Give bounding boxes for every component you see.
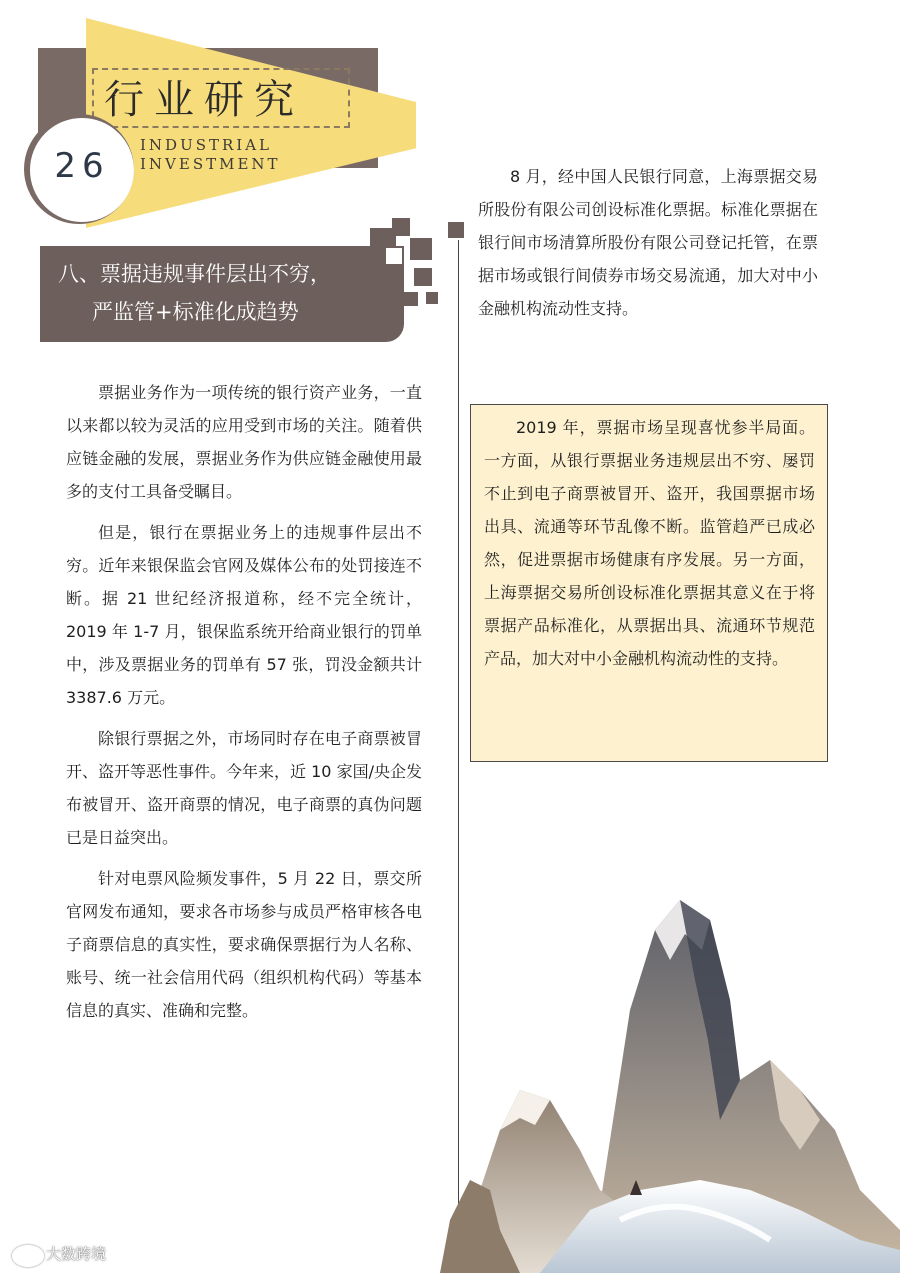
left-column <box>66 376 422 1027</box>
section-heading-line-2: 严监管+标准化成趋势 <box>92 300 299 324</box>
deco-square <box>392 218 410 236</box>
paragraph: 2019 年，票据市场呈现喜忧参半局面。一方面，从银行票据业务违规层出不穷、屡罚不止到电子商票被冒开、盗开，我国票据市场出具、流通等环节乱像不断。监管趋严已成必然，促进票据市场健康有序发展。另一方面，上海票据交易所创设标准化票据其意义在于将票据产品标准化，从票据出具、流通环节规范产品，加大对中小金融机构流动性的支持。 <box>484 418 815 668</box>
section-heading-line-1: 八、票据违规事件层出不穷， <box>58 262 331 286</box>
subtitle-line-2: INVESTMENT <box>140 155 281 173</box>
paragraph: 8 月，经中国人民银行同意，上海票据交易所股份有限公司创设标准化票据。标准化票据在银行间市场清算所股份有限公司登记托管，在票据市场或银行间债券市场交易流通，加大对中小金融机构流动性支持。 <box>478 167 818 318</box>
section-title: 行业研究 <box>104 77 304 123</box>
paragraph: 票据业务作为一项传统的银行资产业务，一直以来都以较为灵活的应用受到市场的关注。随着供应链金融的发展，票据业务作为供应链金融使用最多的支付工具备受瞩目。 <box>66 383 422 501</box>
deco-square <box>404 292 418 306</box>
right-column <box>478 160 818 325</box>
page-number: 26 <box>54 146 110 186</box>
summary-note-box <box>470 404 828 762</box>
section-subtitle <box>140 136 340 174</box>
deco-square <box>386 248 402 264</box>
watermark: 大数跨境 <box>46 1245 107 1263</box>
mountain-illustration <box>440 890 900 1273</box>
deco-square <box>414 268 432 286</box>
subtitle-line-1: INDUSTRIAL <box>140 136 273 154</box>
deco-square <box>448 222 464 238</box>
deco-square <box>410 238 432 260</box>
section-heading <box>40 246 404 342</box>
paragraph: 针对电票风险频发事件，5 月 22 日，票交所官网发布通知，要求各市场参与成员严格审核各电子商票信息的真实性，要求确保票据行为人名称、账号、统一社会信用代码（组织机构代码）等基本信息的真实、准确和完整。 <box>66 869 422 1020</box>
paragraph: 除银行票据之外，市场同时存在电子商票被冒开、盗开等恶性事件。今年来，近 10 家国/央企发布被冒开、盗开商票的情况，电子商票的真伪问题已是日益突出。 <box>66 729 422 847</box>
watermark-logo-icon <box>12 1245 44 1267</box>
deco-square <box>426 292 438 304</box>
paragraph: 但是，银行在票据业务上的违规事件层出不穷。近年来银保监会官网及媒体公布的处罚接连不断。据 21 世纪经济报道称，经不完全统计，2019 年 1-7 月，银保监系统开给商业银行的罚单中，涉及票据业务的罚单有 57 张，罚没金额共计 3387.6 万元。 <box>66 523 422 707</box>
